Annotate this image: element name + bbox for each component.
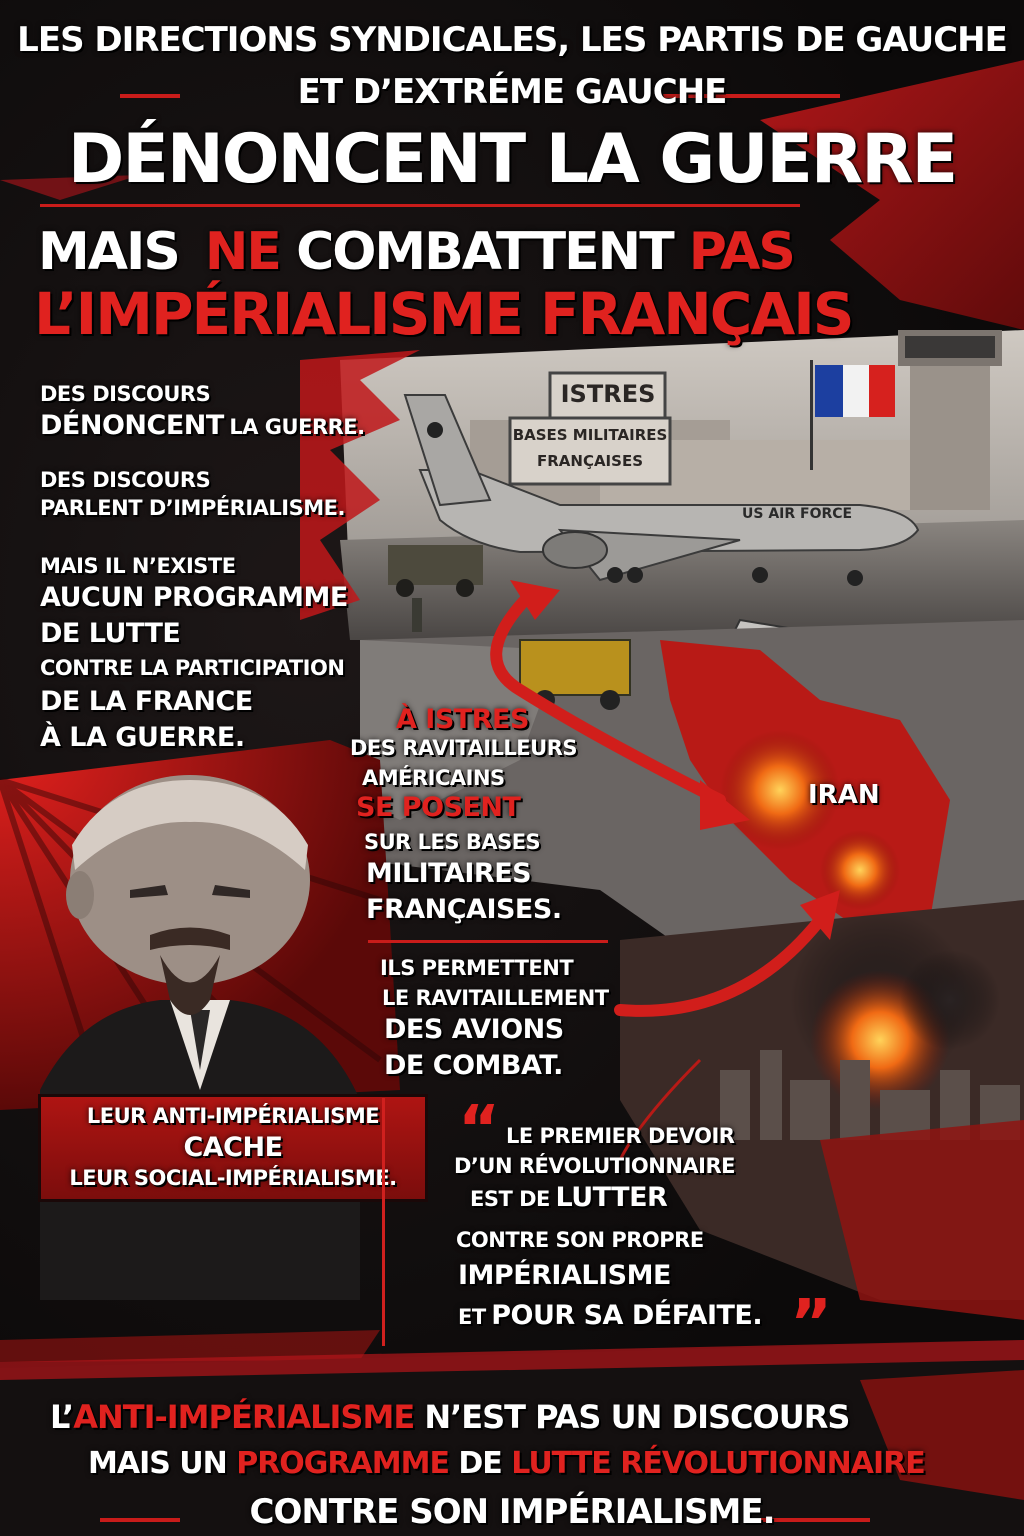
quote-l2: D’UN RÉVOLUTIONNAIRE — [454, 1154, 736, 1178]
quote-l1: LE PREMIER DEVOIR — [506, 1124, 735, 1148]
header-line-1: LES DIRECTIONS SYNDICALES, LES PARTIS DE GAUCHE — [17, 20, 1007, 60]
mid-c2-l3: DES AVIONS — [384, 1014, 564, 1045]
mid-c1-l7: FRANÇAISES. — [366, 894, 562, 925]
footer-l2 — [88, 1446, 925, 1481]
quote-open-mark: “ — [458, 1093, 501, 1167]
header-word-combattent: COMBATTENT — [296, 222, 673, 282]
label-l2: CACHE — [183, 1132, 283, 1163]
mid-c2-l4: DE COMBAT. — [384, 1050, 563, 1081]
left-p1-word-denoncent: DÉNONCENT — [40, 410, 224, 441]
footer-word-de: DE — [458, 1446, 502, 1481]
footer-word-maisun: MAIS UN — [88, 1446, 227, 1481]
quote-l6 — [458, 1300, 762, 1331]
mid-c1-l3: AMÉRICAINS — [362, 766, 505, 790]
header-line-4 — [38, 222, 794, 282]
quote-word-defaite: POUR SA DÉFAITE. — [491, 1300, 763, 1331]
left-p3-l1: MAIS IL N’EXISTE — [40, 554, 236, 578]
header-word-pas: PAS — [688, 222, 794, 282]
header-divider — [40, 204, 800, 207]
header-subtitle: L’IMPÉRIALISME FRANÇAIS — [34, 280, 853, 348]
left-p1-l1: DES DISCOURS — [40, 382, 211, 406]
label-l3 — [38, 1166, 428, 1190]
left-p3-l2: AUCUN PROGRAMME — [40, 582, 348, 613]
mid-c2-l2: LE RAVITAILLEMENT — [382, 986, 609, 1010]
footer-word-discours: N’EST PAS UN DISCOURS — [424, 1398, 850, 1436]
header-line-2: ET D’EXTRÉME GAUCHE — [297, 72, 727, 112]
quote-l3 — [470, 1182, 667, 1213]
mid-c2-l1: ILS PERMETTENT — [380, 956, 574, 980]
left-p1-l2 — [40, 410, 365, 441]
mid-c1-l1: À ISTRES — [396, 704, 529, 735]
map-label-iran: IRAN — [808, 780, 880, 810]
label-word-leur: LEUR — [69, 1166, 129, 1190]
quote-close-mark: ” — [790, 1287, 833, 1361]
quote-l5: IMPÉRIALISME — [458, 1260, 671, 1291]
quote-word-estde: EST DE — [470, 1187, 550, 1211]
footer-l3: CONTRE SON IMPÉRIALISME. — [249, 1492, 775, 1532]
header-word-mais: MAIS — [38, 222, 179, 282]
left-p3-l4: CONTRE LA PARTICIPATION — [40, 656, 345, 680]
mid-divider — [368, 940, 608, 943]
sign-bases-l2: FRANÇAISES — [536, 452, 643, 470]
mid-c1-l2: DES RAVITAILLEURS — [350, 736, 577, 760]
mid-c1-l4: SE POSENT — [356, 792, 521, 823]
mid-c1-l6: MILITAIRES — [366, 858, 532, 889]
label-word-social: SOCIAL-IMPÉRIALISME. — [133, 1166, 397, 1190]
left-p2-l1: DES DISCOURS — [40, 468, 211, 492]
quote-word-et: ET — [458, 1305, 486, 1329]
sign-istres: ISTRES — [560, 380, 656, 408]
footer-word-programme: PROGRAMME — [236, 1446, 449, 1481]
left-p2-l2: PARLENT D’IMPÉRIALISME. — [40, 496, 345, 520]
mid-c1-l5: SUR LES BASES — [364, 830, 541, 854]
plane-marking: US AIR FORCE — [742, 506, 853, 522]
header-word-ne: NE — [204, 222, 280, 282]
footer-word-lutte: LUTTE RÉVOLUTIONNAIRE — [511, 1446, 925, 1481]
footer-l1 — [50, 1398, 849, 1436]
left-p3-l3: DE LUTTE — [40, 618, 181, 649]
label-l1: LEUR ANTI-IMPÉRIALISME — [86, 1104, 380, 1128]
quote-l4: CONTRE SON PROPRE — [456, 1228, 704, 1252]
header-title: DÉNONCENT LA GUERRE — [67, 120, 957, 199]
left-p3-l5: DE LA FRANCE — [40, 686, 253, 717]
footer-word-anti: ANTI-IMPÉRIALISME — [73, 1398, 415, 1436]
quote-word-lutter: LUTTER — [555, 1182, 668, 1213]
left-p1-word-guerre: LA GUERRE. — [229, 415, 365, 439]
sign-bases-l1: BASES MILITAIRES — [512, 426, 668, 444]
footer-word-l: L’ — [50, 1398, 74, 1436]
left-p3-l6: À LA GUERRE. — [40, 722, 245, 753]
